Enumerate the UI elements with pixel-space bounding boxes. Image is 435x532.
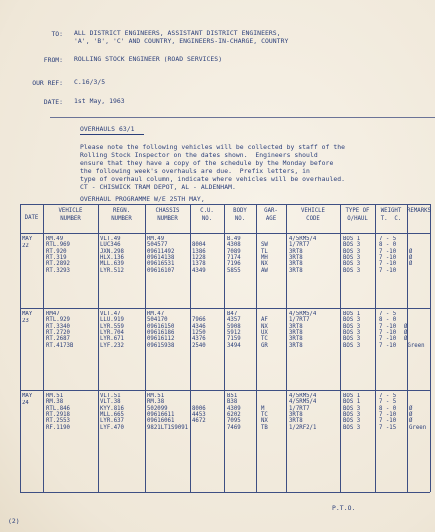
date-cell: 22 <box>22 243 29 249</box>
vehicle-col: RM47 RTL.929 RT.3340 RT.2720 RT.2687 RT.4173B <box>46 311 74 349</box>
date-cell: MAY <box>22 311 33 317</box>
col-header-cu-2: NO. <box>201 216 213 222</box>
garage-col: M TC NX TB <box>261 405 268 431</box>
body-col: B.49 4308 7089 7174 7196 5855 <box>227 236 241 274</box>
table-group-divider <box>20 308 430 309</box>
page-number: (2) <box>8 517 20 525</box>
type-col: BOS 1 BOS 1 BOS 3 BOS 3 BOS 3 BOS 3 <box>343 393 361 431</box>
body-line-4: the following week's overhauls are due. Prefix letters, in <box>80 167 310 175</box>
chassis-col: RM.51 RM.38 502099 09616611 09616061 9821LT1S9091 <box>147 393 189 431</box>
col-header-chassis-2: NUMBER <box>157 216 178 222</box>
col-header-remarks: REMARKS <box>407 208 431 214</box>
ref-label: OUR REF: <box>32 79 63 87</box>
regn-col: VLT.51 VLT.38 KYY.816 MLL.665 LYR.637 LYF.470 <box>100 393 124 431</box>
body-line-1: Please note the following vehicles will be collected by staff of the <box>80 143 346 151</box>
type-col: BOS 1 BOS 3 BOS 3 BOS 3 BOS 3 BOS 3 <box>343 311 361 349</box>
body-line-6: CT - CHISWICK TRAM DEPOT, AL - ALDENHAM. <box>80 183 236 191</box>
garage-col: AF NX UX TC GR <box>261 317 268 349</box>
table-col-line <box>340 204 341 492</box>
table-bottom-border <box>20 492 430 493</box>
col-header-regn: REGN. <box>112 208 131 214</box>
col-header-body: BODY <box>233 208 247 214</box>
vehicle-code-col: 4/5RM5/4 1/7RT7 3RT8 3RT8 3RT8 3RT8 <box>289 236 317 274</box>
date-label: DATE: <box>43 98 63 106</box>
table-col-line <box>286 204 287 492</box>
cu-col: 7966 4346 1250 4376 2540 <box>192 317 206 349</box>
col-header-vehicle: VEHICLE <box>58 208 83 214</box>
to-line-2: 'A', 'B', 'C' AND COUNTRY, ENGINEERS-IN-CHARGE, COUNTRY <box>74 37 289 45</box>
col-header-body-2: NO. <box>234 216 246 222</box>
col-header-garage-2: AGE <box>265 216 277 222</box>
col-header-vehicle-2: NUMBER <box>60 216 81 222</box>
from-label: FROM: <box>43 56 63 64</box>
to-line-1: ALL DISTRICT ENGINEERS, ASSISTANT DISTRICT ENGINEERS, <box>74 29 281 37</box>
weight-col: 7 - 5 7 - 5 8 - 0 7 -10 7 -10 7 -15 <box>379 393 397 431</box>
col-header-weight-2: T. C. <box>380 216 402 222</box>
table-col-line <box>43 204 44 492</box>
col-header-type-2: O/HAUL <box>347 216 368 222</box>
garage-col: SW TL MH NX AW <box>261 242 268 274</box>
date-value: 1st May, 1963 <box>74 97 125 105</box>
col-header-date: DATE <box>24 215 39 221</box>
date-cell: 23 <box>22 318 29 324</box>
body-col: B51 B38 4309 6202 7095 7469 <box>227 393 241 431</box>
to-label: TO: <box>51 30 63 38</box>
vehicle-code-col: 4/5RM5/4 1/7RT7 3RT8 3RT8 3RT8 3RT8 <box>289 311 317 349</box>
regn-col: VLT.47 LLU.919 LYR.559 LYR.704 LYR.671 LYF.232 <box>100 311 124 349</box>
table-col-line <box>224 204 225 492</box>
remarks-col: Ø Ø Ø Green <box>409 405 427 431</box>
table-col-line <box>430 204 431 492</box>
date-cell: MAY <box>22 393 33 399</box>
col-header-vehicle-code: VEHICLE <box>301 208 325 214</box>
type-col: BOS 1 BOS 3 BOS 3 BOS 3 BOS 3 BOS 3 <box>343 236 361 274</box>
cu-col: 8004 1386 1228 1378 4349 <box>192 242 206 274</box>
weight-col: 7 - 5 8 - 0 7 -10 7 -10 7 -10 7 -10 <box>379 311 397 349</box>
remarks-col: Ø Ø Ø Green <box>404 323 425 349</box>
col-header-chassis: CHASSIS <box>155 208 180 214</box>
table-col-line <box>190 204 191 492</box>
header-divider <box>50 117 435 118</box>
date-cell: 24 <box>22 400 29 406</box>
table-header-border <box>20 233 430 234</box>
body-line-2: Rolling Stock Inspector on the dates shown. Engineers should <box>80 151 318 159</box>
regn-col: VLT.49 LUC346 JXN.298 HLX.136 MLL.639 LYR.512 <box>100 236 124 274</box>
remarks-col: Ø Ø Ø <box>409 248 413 268</box>
programme-heading: OVERHAUL PROGRAMME W/E 25TH MAY, <box>80 195 205 203</box>
chassis-col: RM.49 504577 09611492 09614138 09616531 09616107 <box>147 236 175 274</box>
table-col-line <box>375 204 376 492</box>
from-value: ROLLING STOCK ENGINEER (ROAD SERVICES) <box>74 55 223 63</box>
col-header-garage: GAR- <box>264 208 278 214</box>
subject-underline <box>80 134 144 135</box>
table-col-line <box>256 204 257 492</box>
weight-col: 7 - 5 8 - 0 7 -10 7 -10 7 -10 7 -10 <box>379 236 397 274</box>
col-header-cu: C.U. <box>200 208 214 214</box>
col-header-type: TYPE OF <box>345 208 370 214</box>
table-group-divider <box>20 390 430 391</box>
date-cell: MAY <box>22 236 33 242</box>
col-header-regn-2: NUMBER <box>111 216 132 222</box>
table-col-line <box>145 204 146 492</box>
subject-title: OVERHAULS 63/1 <box>80 125 135 133</box>
cu-col: 8006 4453 4672 <box>192 405 206 425</box>
body-line-3: ensure that they have a copy of the schedule by the Monday before <box>80 159 334 167</box>
table-col-line <box>20 204 21 492</box>
col-header-weight: WEIGHT <box>380 208 402 214</box>
vehicle-col: RM.49 RTL.969 RT.920 RT.319 RT.2892 RT.3293 <box>46 236 70 274</box>
body-line-5: type of overhaul column, indicate where vehicles will be overhauled. <box>80 175 346 183</box>
pto-label: P.T.O. <box>332 504 356 512</box>
col-header-vehicle-code-2: CODE <box>306 216 320 222</box>
ref-value: C.16/3/5 <box>74 78 106 86</box>
chassis-col: RM.47 504170 09616150 09616186 09616112 09615938 <box>147 311 175 349</box>
vehicle-col: RM.51 RM.38 RTL.846 RT.2918 RT.2553 RF.1190 <box>46 393 70 431</box>
overhaul-table <box>20 204 430 492</box>
table-top-border <box>20 204 430 205</box>
table-col-line <box>98 204 99 492</box>
vehicle-code-col: 4/5RM5/4 4/5RM5/4 1/7RT7 3RT8 3RT8 1/2RF2/1 <box>289 393 317 431</box>
body-col: B47 4357 5908 5912 7159 3494 <box>227 311 241 349</box>
